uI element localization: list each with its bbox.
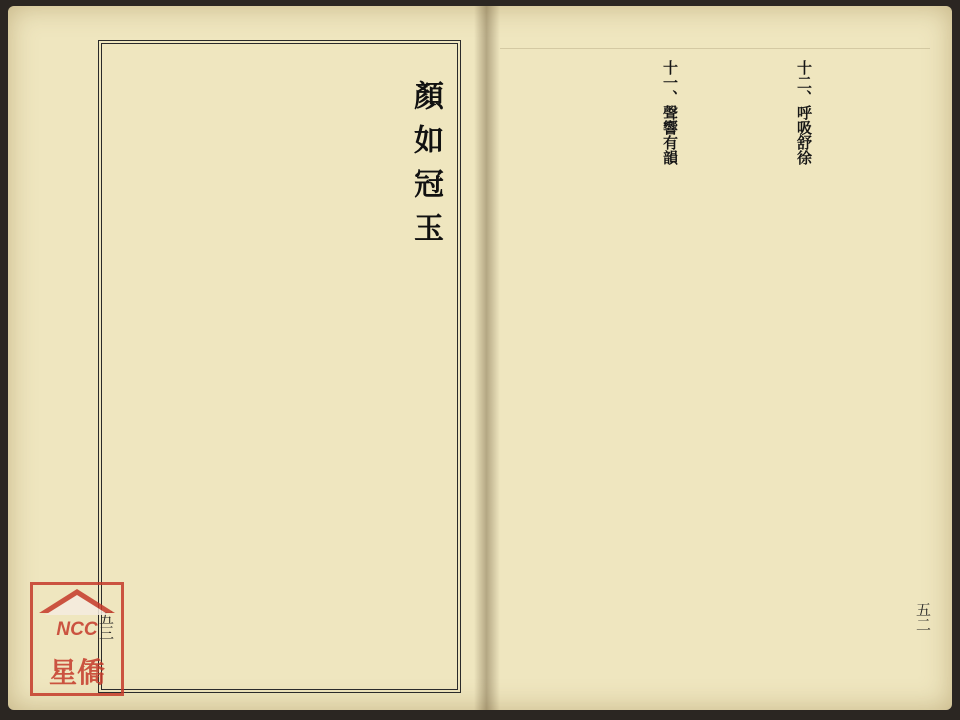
page-frame xyxy=(98,40,461,693)
section-twelve-heading: 十二、呼吸舒徐 xyxy=(795,60,813,165)
left-page xyxy=(78,20,478,700)
watermark-chinese: 星僑 xyxy=(48,656,105,689)
right-page-number: 五二 xyxy=(914,602,932,632)
book-spread xyxy=(8,6,952,710)
top-rule xyxy=(500,48,930,49)
watermark-roof-inner xyxy=(45,595,109,615)
watermark-stamp xyxy=(30,582,124,696)
watermark-roman: NCC xyxy=(56,619,98,640)
section-eleven-heading: 十一、聲響有韻 xyxy=(661,60,679,165)
chapter-title: 顏如冠玉 xyxy=(408,80,443,256)
left-page-number: 五三 xyxy=(97,610,115,640)
right-page xyxy=(494,20,942,700)
